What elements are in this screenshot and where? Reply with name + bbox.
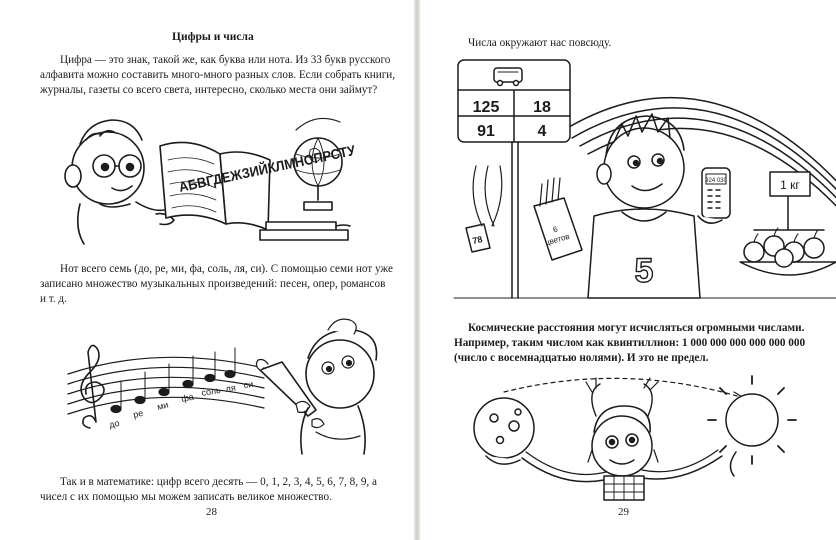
space-line-3: (число с восемнадцатью нолями). И это не предел. — [454, 352, 709, 364]
note-name-fa: фа — [180, 391, 195, 404]
shirt-number: 5 — [634, 252, 654, 290]
pencil-box-count: 6 — [551, 224, 559, 235]
notes-line-2: записано множество музыкальных произведений: песен, опер, романсов — [40, 278, 386, 290]
math-line-2: чисел с их помощью мы можем записать великое множество. — [40, 491, 332, 503]
intro-line-2: алфавита можно составить много-много разных слов. Если собрать книги, — [40, 69, 396, 81]
numbers-everywhere-illustration — [454, 56, 836, 306]
math-line-1: Так и в математике: цифр всего десять — 0, 1, 2, 3, 4, 5, 6, 7, 8, 9, а — [60, 476, 377, 488]
left-page — [0, 0, 414, 540]
page-number-right: 29 — [618, 506, 629, 518]
sign-number-125: 125 — [472, 99, 500, 116]
sign-number-4: 4 — [537, 123, 547, 140]
pencil-box-word: цветов — [543, 231, 571, 248]
page-number-left: 28 — [206, 506, 217, 518]
right-intro: Числа окружают нас повсюду. — [468, 37, 612, 49]
sign-number-91: 91 — [477, 123, 495, 140]
note-name-mi: ми — [156, 399, 170, 412]
page-title: Цифры и числа — [172, 31, 254, 43]
book-letters-strip: АБВГДЕЖЗИЙКЛМНОПРСТУ — [177, 138, 373, 195]
moon-sun-girl-illustration — [464, 376, 804, 500]
sign-number-18: 18 — [533, 99, 551, 116]
music-girl-illustration — [60, 312, 370, 462]
phone-display-number: 924 030 — [705, 178, 727, 184]
note-name-do: до — [108, 417, 121, 430]
note-name-si: си — [243, 379, 254, 390]
space-line-2: Например, таким числом как квинтиллион: 1 000 000 000 000 000 000 — [454, 337, 806, 349]
notes-line-3: и т. д. — [40, 293, 67, 305]
scale-weight-label: 1 кг — [780, 178, 800, 192]
price-tag-number: 78 — [471, 234, 484, 246]
note-name-re: ре — [132, 407, 145, 420]
space-line-1: Космические расстояния могут исчисляться огромными числами. — [468, 322, 805, 334]
right-page — [420, 0, 836, 540]
notes-line-1: Нот всего семь (до, ре, ми, фа, соль, ля, си). С помощью семи нот уже — [60, 263, 393, 275]
intro-line-1: Цифра — это знак, такой же, как буква или нота. Из 33 букв русского — [60, 54, 391, 66]
note-name-sol: соль — [200, 384, 222, 398]
reading-boy-illustration — [60, 110, 373, 250]
intro-line-3: журналы, газеты со всего света, интересно, сколько места они займут? — [40, 84, 378, 96]
note-name-la: ля — [224, 382, 237, 394]
